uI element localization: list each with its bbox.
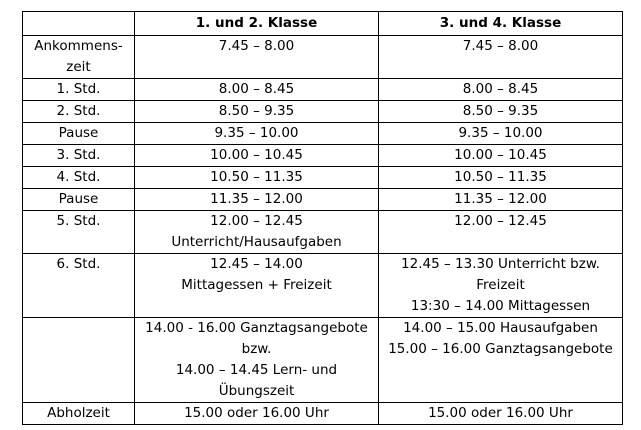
row-label-cell xyxy=(23,145,135,167)
grade-3-4-cell xyxy=(379,36,623,79)
table-row xyxy=(23,101,623,123)
cell-line: 9.35 – 10.00 xyxy=(458,125,543,141)
grade-3-4-cell xyxy=(379,189,623,211)
cell-line: 11.35 – 12.00 xyxy=(454,191,547,207)
cell-line: bzw. xyxy=(241,341,272,357)
grade-1-2-cell xyxy=(135,167,379,189)
cell-line: 10.50 – 11.35 xyxy=(210,169,303,185)
grade-3-4-cell xyxy=(379,318,623,403)
row-label-cell xyxy=(23,403,135,425)
cell-line: 10.50 – 11.35 xyxy=(454,169,547,185)
cell-line: 8.00 – 8.45 xyxy=(462,81,539,97)
table-row xyxy=(23,254,623,318)
table-row xyxy=(23,167,623,189)
grade-3-4-cell xyxy=(379,254,623,318)
grade-1-2-cell xyxy=(135,254,379,318)
cell-line: 7.45 – 8.00 xyxy=(218,38,295,54)
cell-line: 5. Std. xyxy=(56,213,101,229)
grade-3-4-cell xyxy=(379,403,623,425)
cell-line: 9.35 – 10.00 xyxy=(214,125,299,141)
row-label-cell xyxy=(23,318,135,403)
grade-3-4-cell xyxy=(379,79,623,101)
row-label-cell xyxy=(23,123,135,145)
cell-line: Pause xyxy=(58,191,99,207)
cell-line: 8.00 – 8.45 xyxy=(218,81,295,97)
grade-1-2-cell xyxy=(135,189,379,211)
grade-1-2-cell xyxy=(135,318,379,403)
table-row xyxy=(23,145,623,167)
row-label-cell xyxy=(23,189,135,211)
cell-line: 15.00 oder 16.00 Uhr xyxy=(184,405,329,421)
cell-line: 12.45 – 13.30 Unterricht bzw. xyxy=(401,256,600,272)
header-row xyxy=(23,12,623,36)
table-row xyxy=(23,189,623,211)
table-row xyxy=(23,36,623,79)
cell-line: 7.45 – 8.00 xyxy=(462,38,539,54)
cell-line: 12.00 – 12.45 xyxy=(454,213,547,229)
cell-line: 2. Std. xyxy=(56,103,101,119)
cell-line: Unterricht/Hausaufgaben xyxy=(171,234,342,250)
cell-line: 14.00 – 14.45 Lern- und xyxy=(175,362,338,378)
grade-1-2-cell xyxy=(135,36,379,79)
grade-1-2-cell xyxy=(135,211,379,254)
cell-line: 1. Std. xyxy=(56,81,101,97)
cell-line: 10.00 – 10.45 xyxy=(454,147,547,163)
row-label-cell xyxy=(23,167,135,189)
header-grade-3-4: 3. und 4. Klasse xyxy=(379,12,623,36)
table-row xyxy=(23,123,623,145)
row-label-cell xyxy=(23,79,135,101)
schedule-body xyxy=(23,36,623,425)
cell-line: Mittagessen + Freizeit xyxy=(181,277,332,293)
cell-line: 6. Std. xyxy=(56,256,101,272)
cell-line: Freizeit xyxy=(476,277,525,293)
row-label-cell xyxy=(23,211,135,254)
grade-3-4-cell xyxy=(379,101,623,123)
header-empty-cell xyxy=(23,12,135,36)
row-label-cell xyxy=(23,254,135,318)
cell-line: 15.00 – 16.00 Ganztagsangebote xyxy=(388,341,613,357)
cell-line: 4. Std. xyxy=(56,169,101,185)
cell-line: 11.35 – 12.00 xyxy=(210,191,303,207)
grade-3-4-cell xyxy=(379,145,623,167)
row-label-cell xyxy=(23,101,135,123)
grade-3-4-cell xyxy=(379,123,623,145)
table-row xyxy=(23,79,623,101)
grade-3-4-cell xyxy=(379,167,623,189)
table-row xyxy=(23,403,623,425)
cell-line: Übungszeit xyxy=(218,383,295,399)
table-row xyxy=(23,211,623,254)
grade-1-2-cell xyxy=(135,403,379,425)
cell-line: 8.50 – 9.35 xyxy=(218,103,295,119)
cell-line: 8.50 – 9.35 xyxy=(462,103,539,119)
cell-line: 3. Std. xyxy=(56,147,101,163)
grade-1-2-cell xyxy=(135,79,379,101)
row-label-cell xyxy=(23,36,135,79)
cell-line: 14.00 – 15.00 Hausaufgaben xyxy=(403,320,598,336)
header-grade-1-2: 1. und 2. Klasse xyxy=(135,12,379,36)
cell-line: 10.00 – 10.45 xyxy=(210,147,303,163)
cell-line: 14.00 - 16.00 Ganztagsangebote xyxy=(145,320,368,336)
cell-line: Pause xyxy=(58,125,99,141)
cell-line: 12.00 – 12.45 xyxy=(210,213,303,229)
grade-1-2-cell xyxy=(135,101,379,123)
cell-line: Ankommens- xyxy=(34,38,123,54)
cell-line: 12.45 – 14.00 xyxy=(210,256,303,272)
cell-line: Abholzeit xyxy=(47,405,110,421)
cell-line: zeit xyxy=(66,59,91,75)
grade-1-2-cell xyxy=(135,145,379,167)
grade-1-2-cell xyxy=(135,123,379,145)
cell-line: 15.00 oder 16.00 Uhr xyxy=(428,405,573,421)
schedule-table xyxy=(22,11,623,425)
grade-3-4-cell xyxy=(379,211,623,254)
cell-line: 13:30 – 14.00 Mittagessen xyxy=(410,298,591,314)
table-row xyxy=(23,318,623,403)
